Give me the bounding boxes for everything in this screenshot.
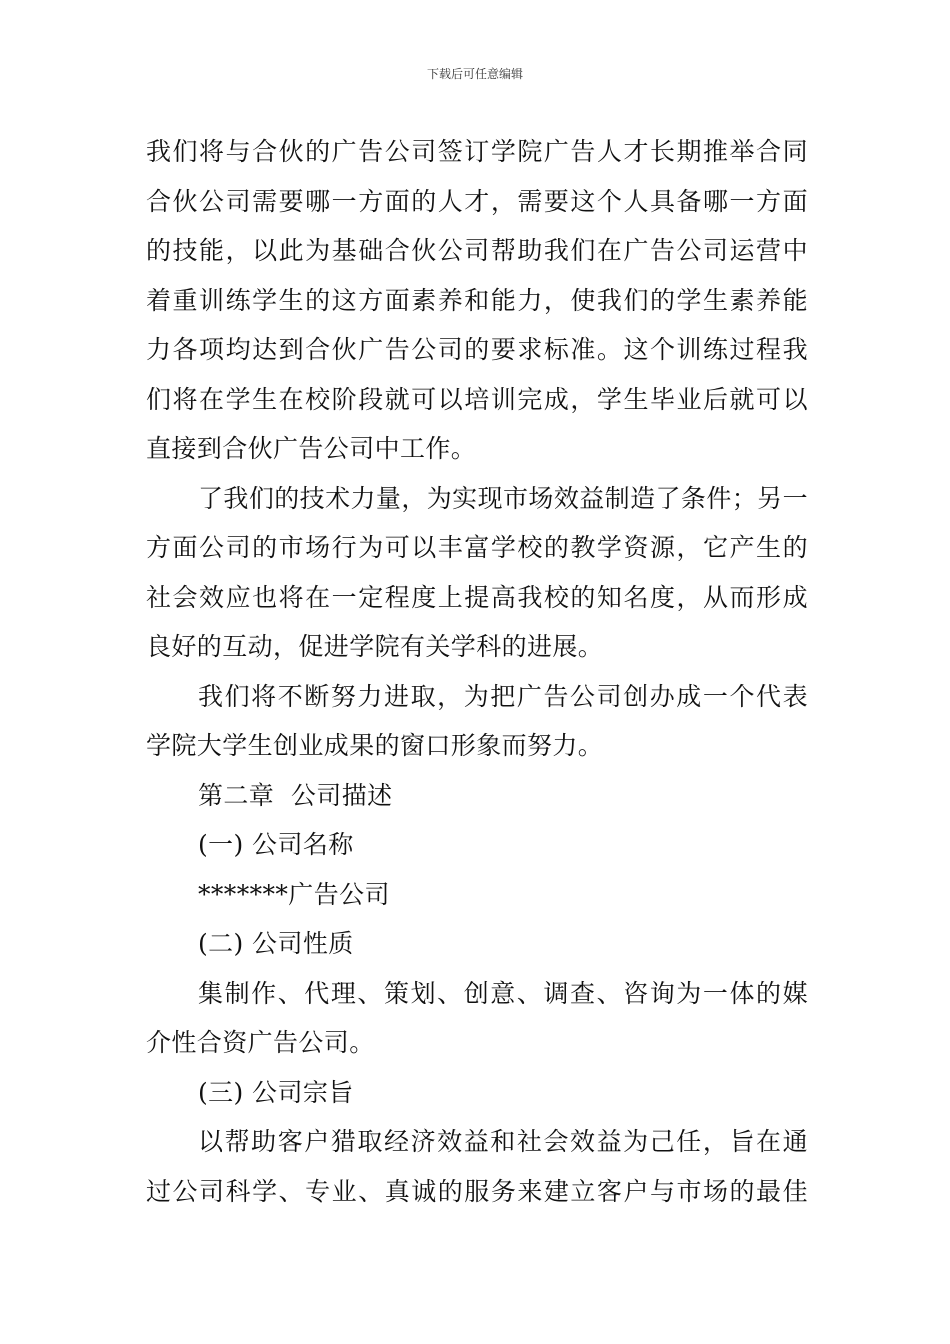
text-line: *******广告公司 xyxy=(198,879,390,909)
text-line: 学院大学生创业成果的窗口形象而努力。 xyxy=(146,731,604,760)
text-line: 合伙公司需要哪一方面的人才，需要这个人具备哪一方面 xyxy=(146,186,808,216)
text-line: 了我们的技术力量，为实现市场效益制造了条件；另一 xyxy=(198,483,808,513)
page-header-note: 下载后可任意编辑 xyxy=(426,67,523,81)
text-line: 方面公司的市场行为可以丰富学校的教学资源，它产生的 xyxy=(146,533,808,562)
text-line: 直接到合伙广告公司中工作。 xyxy=(146,434,477,463)
text-line: 介性合资广告公司。 xyxy=(146,1028,375,1057)
text-line: 的技能，以此为基础合伙公司帮助我们在广告公司运营中 xyxy=(146,236,808,265)
text-line: 力各项均达到合伙广告公司的要求标准。这个训练过程我 xyxy=(146,335,808,364)
text-line: 我们将不断努力进取，为把广告公司创办成一个代表 xyxy=(198,681,808,711)
section-heading: (一) 公司名称 xyxy=(198,830,354,859)
text-line: 以帮助客户猎取经济效益和社会效益为己任，旨在通 xyxy=(198,1127,808,1156)
text-line: 们将在学生在校阶段就可以培训完成，学生毕业后就可以 xyxy=(146,384,808,414)
section-heading: (三) 公司宗旨 xyxy=(198,1077,354,1107)
text-line: 集制作、代理、策划、创意、调查、咨询为一体的媒 xyxy=(198,978,808,1008)
chapter-heading: 第二章 公司描述 xyxy=(198,780,393,810)
text-line: 着重训练学生的这方面素养和能力，使我们的学生素养能 xyxy=(146,285,808,315)
text-line: 社会效应也将在一定程度上提高我校的知名度，从而形成 xyxy=(146,582,808,612)
text-line: 我们将与合伙的广告公司签订学院广告人才长期推举合同 xyxy=(146,137,808,166)
section-heading: (二) 公司性质 xyxy=(198,929,354,958)
document-body xyxy=(146,127,808,1216)
text-line: 过公司科学、专业、真诚的服务来建立客户与市场的最佳 xyxy=(146,1176,808,1206)
text-line: 良好的互动，促进学院有关学科的进展。 xyxy=(146,632,604,661)
